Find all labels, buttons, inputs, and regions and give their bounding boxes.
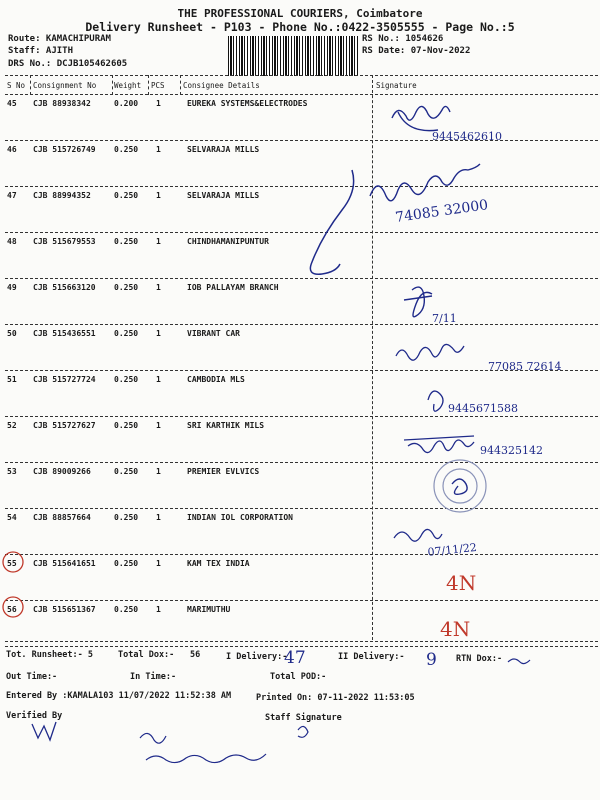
row-weight: 0.250 xyxy=(114,145,139,154)
total-dox-label: Total Dox:- xyxy=(118,650,175,660)
col-header-consignee: Consignee Details xyxy=(183,81,260,90)
row-consignee: SRI KARTHIK MILS xyxy=(187,421,265,430)
row-consignment-no: CJB 515679553 xyxy=(33,237,96,246)
row-consignment-no: CJB 515651367 xyxy=(33,605,96,614)
row-consignee: EUREKA SYSTEMS&ELECTRODES xyxy=(187,99,308,108)
staff-signature-label: Staff Signature xyxy=(265,713,342,723)
drs-number: DRS No.: DCJB105462605 xyxy=(8,59,128,69)
row-pcs: 1 xyxy=(156,421,161,430)
row-weight: 0.250 xyxy=(114,375,139,384)
row-weight: 0.250 xyxy=(114,191,139,200)
row-sno: 55 xyxy=(7,559,17,568)
row-consignee: INDIAN IOL CORPORATION xyxy=(187,513,293,522)
sig45-phone: 9445462610 xyxy=(432,130,502,143)
row-pcs: 1 xyxy=(156,145,161,154)
runsheet-subtitle: Delivery Runsheet - P103 - Phone No.:0422-3505555 - Page No.:5 xyxy=(85,20,515,34)
mark-56: 4N xyxy=(440,617,471,641)
staff-label: Staff: AJITH xyxy=(8,46,74,56)
row-consignment-no: CJB 515663120 xyxy=(33,283,96,292)
signature-49 xyxy=(404,287,432,317)
row-sno: 54 xyxy=(7,513,17,522)
row-weight: 0.250 xyxy=(114,513,139,522)
row-weight: 0.200 xyxy=(114,99,139,108)
company-title: THE PROFESSIONAL COURIERS, Coimbatore xyxy=(177,7,423,20)
rtn-dox-label: RTN Dox:- xyxy=(456,654,503,664)
rs-number: RS No.: 1054626 xyxy=(362,34,444,44)
signature-54 xyxy=(394,529,442,541)
i-delivery-value: 47 xyxy=(284,648,306,668)
sig49-date: 7/11 xyxy=(432,312,457,325)
row-pcs: 1 xyxy=(156,99,161,108)
row-weight: 0.250 xyxy=(114,467,139,476)
row-pcs: 1 xyxy=(156,375,161,384)
row-weight: 0.250 xyxy=(114,605,139,614)
verified-by-label: Verified By xyxy=(6,711,63,721)
verifier-name-scrawl xyxy=(146,754,266,763)
mark-55: 4N xyxy=(446,571,477,595)
row-pcs: 1 xyxy=(156,191,161,200)
verifier-initials xyxy=(140,733,166,743)
out-time-label: Out Time:- xyxy=(6,672,58,682)
ii-delivery-label: II Delivery:- xyxy=(338,652,405,662)
sig54-date: 07/11/22 xyxy=(426,540,478,559)
route-label: Route: KAMACHIPURAM xyxy=(8,34,111,44)
row-sno: 52 xyxy=(7,421,17,430)
col-header-weight: Weight xyxy=(114,81,142,90)
row-sno: 47 xyxy=(7,191,17,200)
row-weight: 0.250 xyxy=(114,329,139,338)
row-consignment-no: CJB 89009266 xyxy=(33,467,91,476)
row-sno: 56 xyxy=(7,605,17,614)
signature-47 xyxy=(370,164,480,201)
row-consignment-no: CJB 88994352 xyxy=(33,191,91,200)
in-time-label: In Time:- xyxy=(130,672,177,682)
col-header-pcs: PCS xyxy=(151,81,165,90)
row-consignee: MARIMUTHU xyxy=(187,605,231,614)
company-stamp xyxy=(434,460,486,512)
row-consignment-no: CJB 515726749 xyxy=(33,145,96,154)
row-sno: 46 xyxy=(7,145,17,154)
row-consignment-no: CJB 515727724 xyxy=(33,375,96,384)
col-header-consignment: Consignment No xyxy=(33,81,97,90)
row-pcs: 1 xyxy=(156,237,161,246)
row-sno: 45 xyxy=(7,99,17,108)
row-sno: 51 xyxy=(7,375,17,384)
row-sno: 49 xyxy=(7,283,17,292)
row-weight: 0.250 xyxy=(114,237,139,246)
row-consignment-no: CJB 88857664 xyxy=(33,513,91,522)
row-pcs: 1 xyxy=(156,559,161,568)
row-sno: 48 xyxy=(7,237,17,246)
rtn-dox-dash xyxy=(508,659,530,664)
tot-runsheet: Tot. Runsheet:- 5 xyxy=(6,650,93,660)
row-pcs: 1 xyxy=(156,283,161,292)
signature-52 xyxy=(404,436,474,453)
signature-53 xyxy=(452,479,467,494)
col-header-sno: S No xyxy=(7,81,26,90)
row-consignment-no: CJB 515436551 xyxy=(33,329,96,338)
circle-mark-55 xyxy=(3,552,23,572)
row-pcs: 1 xyxy=(156,467,161,476)
row-weight: 0.250 xyxy=(114,283,139,292)
row-weight: 0.250 xyxy=(114,559,139,568)
row-consignee: IOB PALLAYAM BRANCH xyxy=(187,283,279,292)
total-pod-label: Total POD:- xyxy=(270,672,327,682)
signature-45 xyxy=(392,106,450,130)
ii-delivery-value: 9 xyxy=(426,650,437,670)
row-consignee: KAM TEX INDIA xyxy=(187,559,250,568)
row-consignee: SELVARAJA MILLS xyxy=(187,145,260,154)
sig50-phone: 77085 72614 xyxy=(488,360,562,373)
staff-sign-mark xyxy=(298,726,308,737)
row-consignee: CHINDHAMANIPUNTUR xyxy=(187,237,269,246)
row-pcs: 1 xyxy=(156,513,161,522)
row-consignee: VIBRANT CAR xyxy=(187,329,240,338)
row-consignee: SELVARAJA MILLS xyxy=(187,191,260,200)
row-consignment-no: CJB 515641651 xyxy=(33,559,96,568)
rs-date: RS Date: 07-Nov-2022 xyxy=(362,46,471,56)
col-header-signature: Signature xyxy=(376,81,417,90)
signature-50 xyxy=(396,344,464,360)
entered-by: Entered By :KAMALA103 11/07/2022 11:52:38 AM xyxy=(6,691,232,701)
signature-51 xyxy=(428,391,443,411)
row-sno: 53 xyxy=(7,467,17,476)
printed-on: Printed On: 07-11-2022 11:53:05 xyxy=(256,693,415,703)
row-pcs: 1 xyxy=(156,329,161,338)
circle-mark-56 xyxy=(3,597,23,617)
row-sno: 50 xyxy=(7,329,17,338)
sig52-phone: 944325142 xyxy=(480,444,543,457)
total-dox-value: 56 xyxy=(190,650,201,660)
row-consignee: CAMBODIA MLS xyxy=(187,375,245,384)
verifier-signature xyxy=(32,722,56,740)
row-consignment-no: CJB 88938342 xyxy=(33,99,91,108)
signature-48-loop xyxy=(310,170,353,274)
row-consignment-no: CJB 515727627 xyxy=(33,421,96,430)
i-delivery-label: I Delivery:- xyxy=(226,652,288,662)
sig47-phone: 74085 32000 xyxy=(394,197,490,226)
row-pcs: 1 xyxy=(156,605,161,614)
row-weight: 0.250 xyxy=(114,421,139,430)
sig51-phone: 9445671588 xyxy=(448,402,518,415)
row-consignee: PREMIER EVLVICS xyxy=(187,467,260,476)
